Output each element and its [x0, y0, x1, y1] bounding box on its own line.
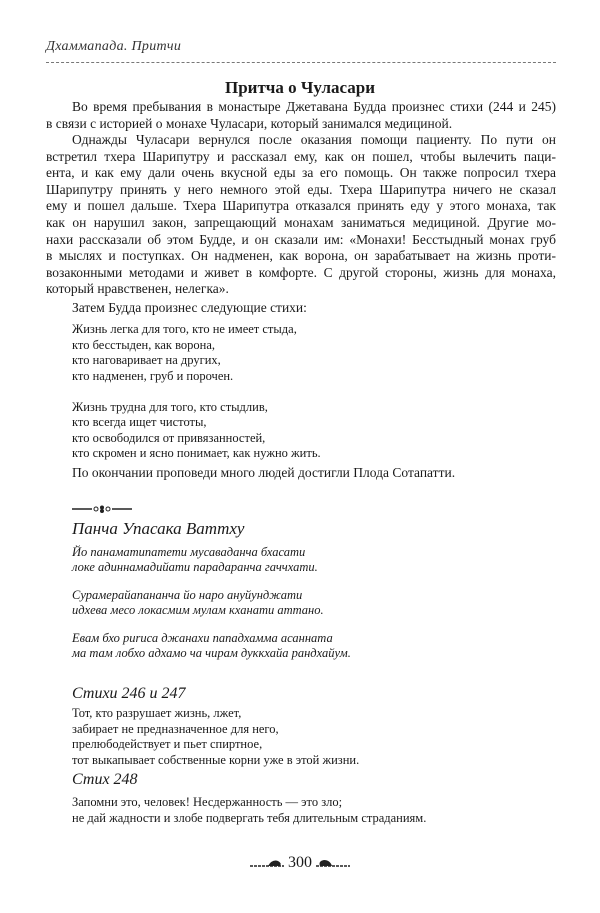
page-number: 300 — [288, 854, 312, 871]
section-heading: Панча Упасака Ваттху — [72, 519, 245, 538]
closing-paragraph — [72, 465, 455, 482]
text-line: По окончании проповеди много людей достигли Плода Сотапатти. — [72, 465, 456, 480]
verse-line: кто скромен и ясно понимает, как нужно жить. — [72, 446, 321, 460]
verse-line: забирает не предназначенное для него, — [72, 721, 279, 736]
text-line: возаконными методами и живет в комфорте. С другой стороны, жизнь для монаха, — [46, 264, 556, 280]
verse-line: прелюбодействует и пьет спиртное, — [72, 737, 263, 751]
text-line: Во время пребывания в монастыре Джетавана Будда произнес стихи (244 и 245) — [72, 99, 556, 114]
paragraph-3 — [46, 300, 556, 317]
text-line: в мыслях и поступках. Он надменен, как ворона, он зарабатывает на жизнь проти- — [46, 248, 556, 264]
verses-246-247-heading: Стихи 246 и 247 — [72, 685, 186, 702]
verse-line: Жизнь трудна для того, кто стыдлив, — [72, 399, 268, 414]
left-flourish-icon — [250, 859, 284, 867]
pali-verses — [72, 545, 351, 661]
paragraph-2 — [46, 132, 556, 298]
ornament-divider-icon — [72, 505, 132, 513]
verse-248 — [72, 795, 426, 826]
text-line: ему и пошел дальше. Тхера Шарипутра отказался принять еду у этого монаха, так — [46, 198, 556, 214]
text-line: встретил тхера Шарипутру и рассказал ему, как он пошел, чтобы вылечить паци- — [46, 148, 556, 164]
text-line: в связи с историей о монахе Чуласари, который занимался медициной. — [46, 115, 453, 131]
page-footer — [0, 853, 600, 873]
verse-line: кто наговаривает на других, — [72, 353, 221, 367]
pali-line: ма там лобхо адхамо ча чирам дуккхайа рандхайум. — [72, 646, 351, 660]
verse-line: кто надменен, груб и порочен. — [72, 368, 234, 383]
verse-line: кто освободился от привязанностей, — [72, 430, 266, 445]
pali-line: локе адиннамадийати парадаранча гаччхати. — [72, 560, 318, 574]
chapter-title: Притча о Чуласари — [224, 78, 375, 97]
header-rule — [46, 62, 556, 63]
verse-line: тот выкапывает собственные корни уже в этой жизни. — [72, 752, 360, 767]
paragraph-1 — [46, 99, 556, 132]
right-flourish-icon — [316, 859, 350, 867]
pali-line: Сурамерайапананча йо наро ануйунджати — [72, 588, 303, 602]
pali-line: Йо панаматипатети мусаваданча бхасати — [72, 545, 306, 559]
verse-line: кто всегда ищет чистоты, — [72, 415, 207, 429]
verses-246-247 — [72, 706, 359, 768]
verse-248-heading: Стих 248 — [72, 771, 138, 788]
text-line: ента, и как ему дали очень вкусной еды за его помощь. Он также попросил тхера — [46, 165, 556, 181]
verse-block-244-245 — [72, 322, 321, 462]
pali-line: идхева месо локасмим мулам кханати аттано. — [72, 603, 324, 617]
text-line: Шарипутру принять у него немного этой еды. Тхера Шарипутра ничего не сказал — [46, 181, 556, 197]
running-header: Дхаммапада. Притчи — [46, 39, 182, 54]
verse-line: не дай жадности и злобе подвергать тебя длительным страданиям. — [72, 810, 427, 825]
text-line: Однажды Чуласари вернулся после оказания помощи пациенту. По пути он — [72, 132, 556, 147]
pali-line: Евам бхо purиса джанахи пападхамма асанната — [72, 631, 333, 645]
verse-line: кто бесстыден, как ворона, — [72, 337, 215, 352]
text-line: как он нарушил закон, запрещающий монахам заниматься медициной. Другие мо- — [46, 214, 556, 230]
text-line: нахи рассказали об этом Будде, и он сказали им: «Монахи! Бесстыдный монах груб — [46, 231, 556, 247]
verse-line: Тот, кто разрушает жизнь, лжет, — [72, 706, 242, 720]
verse-line: Запомни это, человек! Несдержанность — это зло; — [72, 795, 343, 809]
text-line: Затем Будда произнес следующие стихи: — [72, 300, 307, 315]
text-line: который нравственен, нелегка». — [46, 281, 229, 297]
verse-line: Жизнь легка для того, кто не имеет стыда, — [72, 322, 297, 336]
